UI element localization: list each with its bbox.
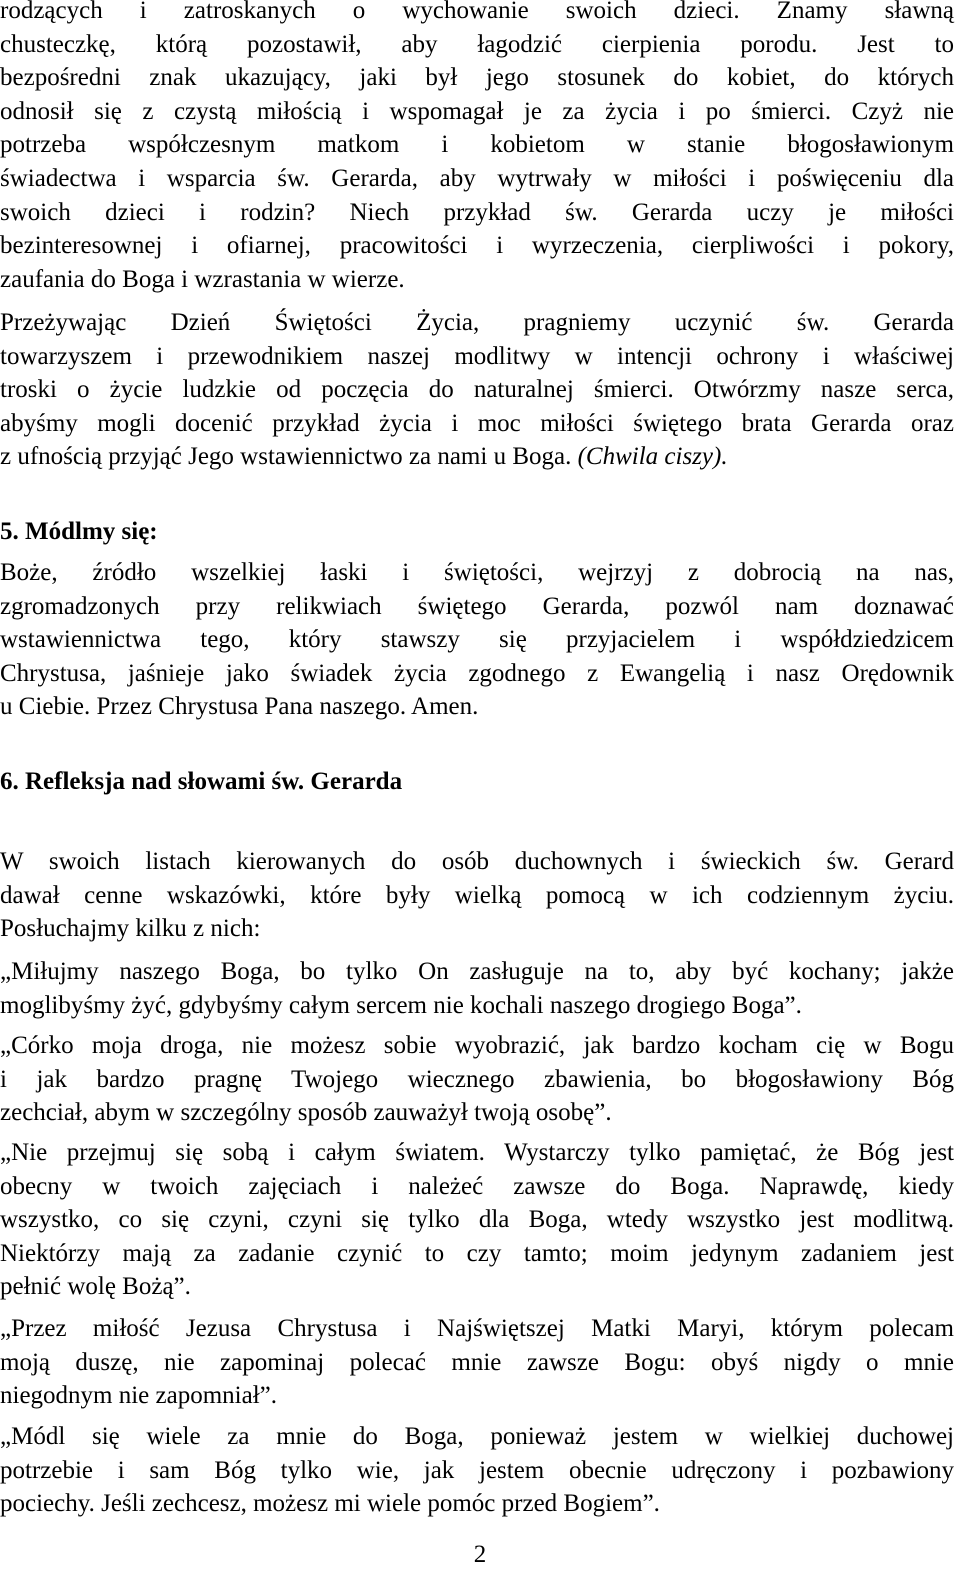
quote-4 [0, 1312, 954, 1413]
text-line: potrzeba współczesnym matkom i kobietom w stanie błogosławionym [0, 131, 954, 159]
paragraph-prayer [0, 556, 954, 724]
text-line: chusteczkę, którą pozostawił, aby łagodzić cierpienia porodu. Jest to [0, 30, 954, 58]
text-line: swoich dzieci i rodzin? Niech przykład św. Gerarda uczy je miłości [0, 198, 954, 226]
text-line: „Miłujmy naszego Boga, bo tylko On zasługuje na to, aby być kochany; jakże [0, 958, 954, 985]
text-line: troski o życie ludzkie od poczęcia do naturalnej śmierci. Otwórzmy nasze serca, [0, 376, 954, 404]
text-line: odnosił się z czystą miłością i wspomagał je za życia i po śmierci. Czyż nie [0, 97, 954, 125]
text-line: Chrystusa, jaśnieje jako świadek życia zgodnego z Ewangelią i nasz Orędownik [0, 659, 954, 687]
text-line: Przeżywając Dzień Świętości Życia, pragniemy uczynić św. Gerarda [0, 309, 954, 336]
paragraph-day-of-life [0, 306, 954, 474]
text-line: potrzebie i sam Bóg tylko wie, jak jestem obecnie udręczony i pozbawiony [0, 1456, 954, 1484]
text-line: zgromadzonych przy relikwiach świętego Gerarda, pozwól nam doznawać [0, 592, 954, 620]
quote-1 [0, 955, 954, 1022]
silence-note: (Chwila ciszy). [577, 443, 728, 471]
text-line: „Córko moja droga, nie możesz sobie wyobrazić, jak bardzo kocham cię w Bogu [0, 1032, 954, 1059]
paragraph-gerard-mothers [0, 0, 954, 296]
text-line: W swoich listach kierowanych do osób duchownych i świeckich św. Gerard [0, 848, 954, 875]
text-line: moją duszę, nie zapominaj polecać mnie zawsze Bogu: obyś nigdy o mnie [0, 1348, 954, 1376]
text-line: niegodnym nie zapomniał”. [0, 1382, 278, 1410]
section-heading-6: 6. Refleksja nad słowami św. Gerarda [0, 768, 403, 795]
text-line: pociechy. Jeśli zechcesz, możesz mi wiele pomóc przed Bogiem”. [0, 1490, 660, 1518]
text-line: „Módl się wiele za mnie do Boga, ponieważ jestem w wielkiej duchowej [0, 1423, 954, 1450]
text-line: towarzyszem i przewodnikiem naszej modlitwy w intencji ochrony i właściwej [0, 342, 954, 370]
text-line-content: z ufnością przyjąć Jego wstawiennictwo za nami u Boga. [0, 443, 572, 471]
text-line: Boże, źródło wszelkiej łaski i świętości, wejrzyj z dobrocią na nas, [0, 559, 954, 586]
text-line: wszystko, co się czyni, czyni się tylko dla Boga, wtedy wszystko jest modlitwą. [0, 1206, 954, 1234]
quote-2 [0, 1029, 954, 1130]
text-line: rodzących i zatroskanych o wychowanie swoich dzieci. Znamy sławną [0, 0, 954, 24]
text-line: dawał cenne wskazówki, które były wielką pomocą w ich codziennym życiu. [0, 881, 954, 909]
text-line: świadectwa i wsparcia św. Gerarda, aby wytrwały w miłości i poświęceniu dla [0, 164, 954, 192]
section-heading-5: 5. Módlmy się: [0, 518, 158, 545]
text-line: abyśmy mogli docenić przykład życia i moc miłości świętego brata Gerarda oraz [0, 409, 954, 437]
text-line: wstawiennictwa tego, który stawszy się przyjacielem i współdziedzicem [0, 626, 954, 654]
text-line: Posłuchajmy kilku z nich: [0, 915, 261, 943]
quote-5 [0, 1420, 954, 1521]
paragraph-letters-intro [0, 845, 954, 946]
text-line: „Przez miłość Jezusa Chrystusa i Najświętszej Matki Maryi, którym polecam [0, 1315, 954, 1342]
text-line: „Nie przejmuj się sobą i całym światem. Wystarczy tylko pamiętać, że Bóg jest [0, 1139, 954, 1166]
text-line: bezpośredni znak ukazujący, jaki był jego stosunek do kobiet, do których [0, 64, 954, 92]
text-line: pełnić wolę Bożą”. [0, 1273, 191, 1301]
text-line [0, 440, 954, 474]
text-line: moglibyśmy żyć, gdybyśmy całym sercem nie kochali naszego drogiego Boga”. [0, 991, 802, 1019]
text-line: bezinteresownej i ofiarnej, pracowitości i wyrzeczenia, cierpliwości i pokory, [0, 232, 954, 260]
text-line: obecny w twoich zajęciach i należeć zawsze do Boga. Naprawdę, kiedy [0, 1172, 954, 1200]
text-line: i jak bardzo pragnę Twojego wiecznego zbawienia, bo błogosławiony Bóg [0, 1065, 954, 1093]
page-number: 2 [473, 1541, 487, 1568]
text-line: zechciał, abym w szczególny sposób zauważył twoją osobę”. [0, 1099, 612, 1127]
text-line: zaufania do Boga i wzrastania w wierze. [0, 265, 405, 293]
text-line: u Ciebie. Przez Chrystusa Pana naszego. Amen. [0, 693, 479, 721]
quote-3 [0, 1136, 954, 1304]
text-line: Niektórzy mają za zadanie czynić to czy tamto; moim jedynym zadaniem jest [0, 1239, 954, 1267]
